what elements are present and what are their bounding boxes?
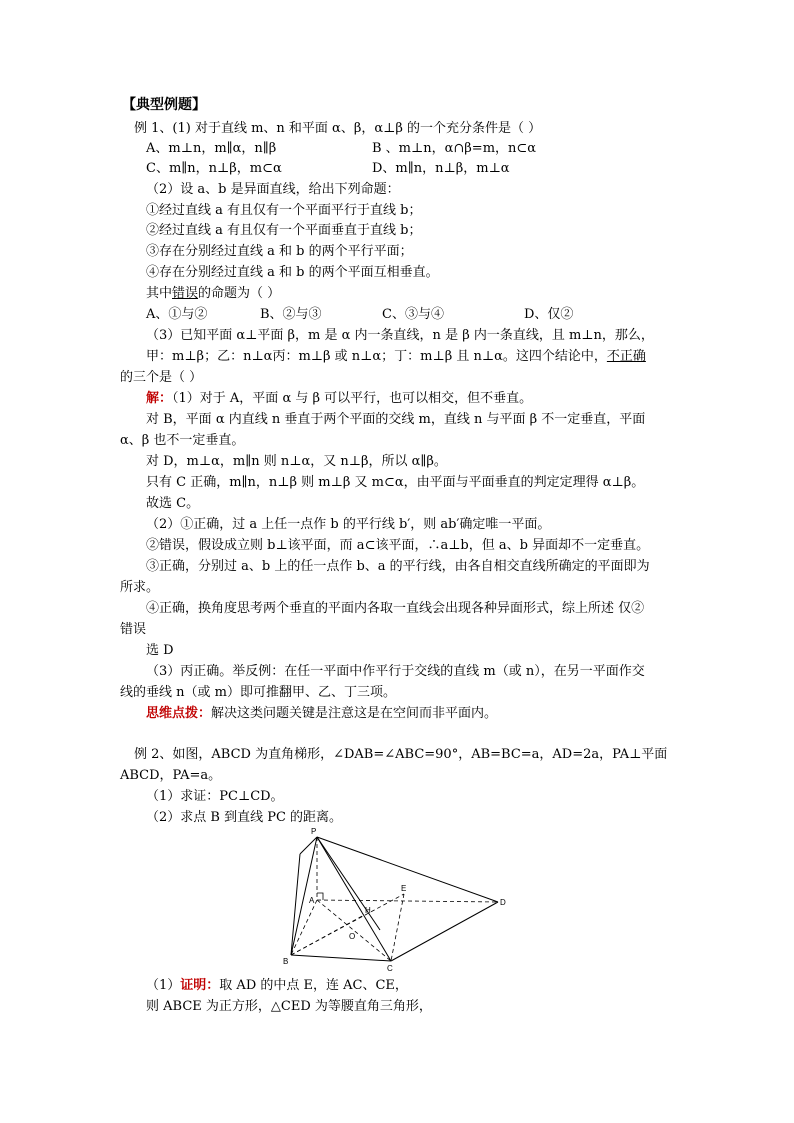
ex1-solution-13: 选 D [146, 643, 174, 658]
ex1-q2-option-b: B、②与③ [260, 307, 322, 322]
ex1-solution-4: 对 D，m⊥α，m∥n 则 n⊥α，又 n⊥β，所以 α∥β。 [146, 454, 447, 469]
ex2-proof-text: 取 AD 的中点 E，连 AC、CE， [219, 978, 408, 993]
ex2-line2: ABCD，PA=a。 [120, 768, 222, 783]
label-c: C [387, 964, 393, 972]
thinking-tip-label: 思维点拨： [146, 706, 212, 721]
ex1-q2-option-c: C、③与④ [382, 307, 444, 322]
ex1-q3-line2 [146, 348, 646, 366]
ex2-proof-line2: 则 ABCE 为正方形，△CED 为等腰直角三角形， [146, 999, 432, 1014]
thinking-tip [146, 705, 497, 723]
ex1-q1-option-a: A、m⊥n，m∥α，n∥β [146, 141, 277, 156]
ex1-q2-ask [146, 285, 280, 303]
ex1-solution-1 [146, 390, 532, 408]
ex1-q1-stem: 例 1、(1) 对于直线 m、n 和平面 α、β，α⊥β 的一个充分条件是（ ） [134, 121, 542, 136]
ex1-q2-ask-underlined: 错误 [172, 286, 199, 301]
ex1-solution-8: ②错误，假设成立则 b⊥该平面，而 a⊂该平面，∴a⊥b，但 a、b 异面却不一定垂直。 [146, 538, 650, 553]
ex2-line1: 例 2、如图，ABCD 为直角梯形，∠DAB=∠ABC=90°，AB=BC=a，AD=2a，PA⊥平面 [134, 747, 668, 762]
label-o: O [349, 932, 356, 941]
proof-label: 证明： [180, 978, 220, 993]
ex1-q1-option-d: D、m∥n，n⊥β，m⊥α [372, 161, 510, 176]
ex2-proof-prefix: （1） [146, 978, 181, 993]
ex1-solution-3: α、β 也不一定垂直。 [120, 433, 245, 448]
ex2-proof-line1 [146, 977, 408, 995]
label-a: A [309, 896, 315, 905]
ex1-q3-line3: 的三个是（ ） [120, 370, 203, 385]
section-heading: 【典型例题】 [122, 97, 206, 113]
ex1-q3-line1: （3）已知平面 α⊥平面 β，m 是 α 内一条直线，n 是 β 内一条直线，且 m⊥n，那么， [146, 328, 654, 343]
ex1-solution-12: 错误 [120, 622, 147, 637]
ex1-q1-option-c: C、m∥n，n⊥β，m⊂α [146, 161, 282, 176]
ex1-q2-prop-2: ②经过直线 a 有且仅有一个平面垂直于直线 b； [146, 223, 422, 238]
ex1-q2-prop-3: ③存在分别经过直线 a 和 b 的两个平行平面； [146, 244, 413, 259]
ex1-solution-10: 所求。 [120, 580, 160, 595]
ex1-q2-ask-post: 的命题为（ ） [198, 286, 281, 301]
pyramid-figure [280, 822, 520, 972]
ex1-solution-2: 对 B，平面 α 内直线 n 垂直于两个平面的交线 m，直线 n 与平面 β 不一定垂直，平面 [146, 412, 646, 427]
ex1-solution-6: 故选 C。 [146, 496, 200, 511]
ex1-q1-option-b: B 、m⊥n，α∩β=m，n⊂α [372, 141, 537, 156]
ex1-q2-ask-pre: 其中 [146, 286, 173, 301]
ex1-solution-7: （2）①正确，过 a 上任一点作 b 的平行线 b′，则 ab′确定唯一平面。 [146, 517, 551, 532]
ex1-q2-prop-4: ④存在分别经过直线 a 和 b 的两个平面互相垂直。 [146, 265, 439, 280]
ex2-q1: （1）求证：PC⊥CD。 [146, 789, 284, 804]
ex1-q2-option-d: D、仅② [524, 307, 574, 322]
label-p: P [311, 827, 317, 836]
ex1-solution-9: ③正确，分别过 a、b 上的任一点作 b、a 的平行线，由各自相交直线所确定的平面即为 [146, 559, 650, 574]
ex1-q3-line2-underlined: 不正确 [606, 349, 646, 364]
ex1-solution-15: 线的垂线 n（或 m）即可推翻甲、乙、丁三项。 [120, 685, 396, 700]
label-h: H [365, 906, 371, 915]
label-e: E [401, 884, 407, 893]
ex1-solution-5: 只有 C 正确，m∥n，n⊥β 则 m⊥β 又 m⊂α，由平面与平面垂直的判定定理得 α⊥β。 [146, 475, 645, 490]
label-b: B [283, 957, 289, 966]
thinking-tip-text: 解决这类问题关键是注意这是在空间而非平面内。 [211, 706, 498, 721]
ex1-q3-line2-pre: 甲：m⊥β；乙：n⊥α丙：m⊥β 或 n⊥α；丁：m⊥β 且 n⊥α。这四个结论中， [146, 349, 607, 364]
ex1-q2-option-a: A、①与② [146, 307, 208, 322]
label-d: D [500, 898, 506, 907]
ex1-q2-prop-1: ①经过直线 a 有且仅有一个平面平行于直线 b； [146, 203, 422, 218]
ex2-q2: （2）求点 B 到直线 PC 的距离。 [146, 810, 343, 825]
ex1-q2-stem: （2）设 a、b 是异面直线，给出下列命题： [146, 182, 400, 197]
solution-label: 解： [146, 391, 173, 406]
ex1-solution-11: ④正确，换角度思考两个垂直的平面内各取一直线会出现各种异面形式，综上所述 仅② [146, 601, 645, 616]
ex1-solution-1-text: （1）对于 A，平面 α 与 β 可以平行，也可以相交，但不垂直。 [172, 391, 533, 406]
ex1-solution-14: （3）丙正确。举反例：在任一平面中作平行于交线的直线 m（或 n），在另一平面作交 [146, 664, 645, 679]
